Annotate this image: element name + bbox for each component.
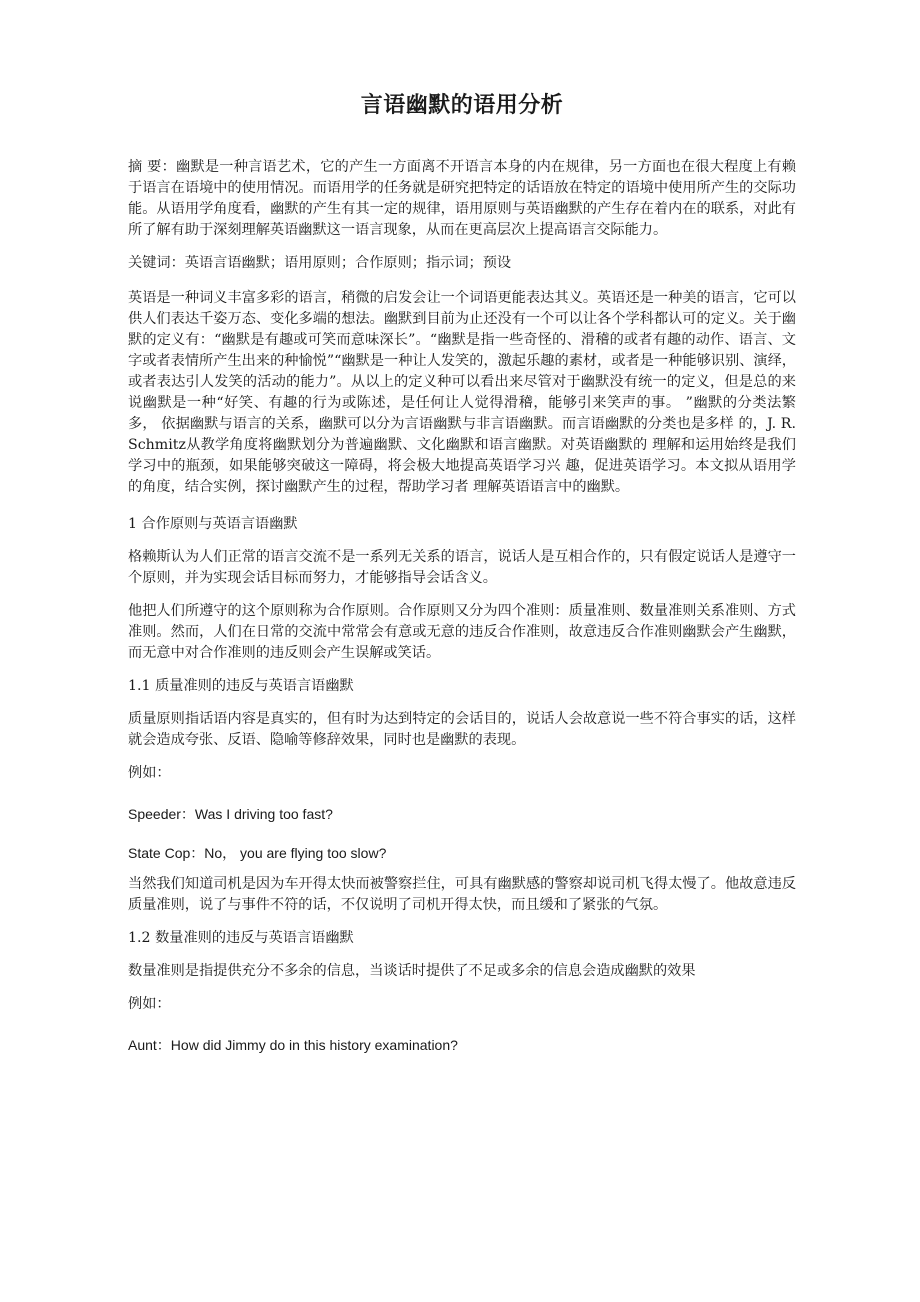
section-1-2-heading: 1.2 数量准则的违反与英语言语幽默	[128, 930, 354, 946]
abstract-paragraph: 摘 要：幽默是一种言语艺术，它的产生一方面离不开语言本身的内在规律，另一方面也在很大程度上有赖于语言在语境中的使用情况。而语用学的任务就是研究把特定的话语放在特定的语境中使用所产生的交际功能。从语用学角度看，幽默的产生有其一定的规律，语用原则与英语幽默的产生存在着内在的联系，对此有所了解有助于深刻理解英语幽默这一语言现象，从而在更高层次上提高语言交际能力。	[128, 159, 796, 238]
section-1-heading: 1 合作原则与英语言语幽默	[128, 516, 298, 532]
example-label: 例如：	[128, 765, 171, 781]
example-dialogue-line: Speeder：Was I driving too fast?	[128, 806, 333, 822]
keywords-line: 关键词：英语言语幽默；语用原则；合作原则；指示词；预设	[128, 255, 512, 271]
example-dialogue-line: State Cop：No， you are flying too slow?	[128, 845, 387, 861]
section-1-1-paragraph-1: 质量原则指话语内容是真实的，但有时为达到特定的会话目的，说话人会故意说一些不符合事实的话，这样就会造成夸张、反语、隐喻等修辞效果，同时也是幽默的表现。	[128, 711, 796, 748]
section-1-paragraph-1: 格赖斯认为人们正常的语言交流不是一系列无关系的语言，说话人是互相合作的，只有假定说话人是遵守一个原则，并为实现会话目标而努力，才能够指导会话含义。	[128, 549, 796, 586]
document-title: 言语幽默的语用分析	[360, 92, 564, 118]
section-1-2-paragraph-1: 数量准则是指提供充分不多余的信息，当谈话时提供了不足或多余的信息会造成幽默的效果	[128, 963, 696, 979]
intro-paragraph: 英语是一种词义丰富多彩的语言，稍微的启发会让一个词语更能表达其义。英语还是一种美的语言，它可以供人们表达千姿万态、变化多端的想法。幽默到目前为止还没有一个可以让各个学科都认可的定义。关于幽默的定义有：“幽默是有趣或可笑而意味深长”。“幽默是指一些奇怪的、滑稽的或者有趣的动作、语言、文字或者表情所产生出来的种愉悦”“幽默是一种让人发笑的，激起乐趣的素材，或者是一种能够识别、演绎，或者表达引人发笑的活动的能力”。从以上的定义种可以看出来尽管对于幽默没有统一的定义，但是总的来说幽默是一种“好笑、有趣的行为或陈述，是任何让人觉得滑稽，能够引来笑声的事。 ”幽默的分类法繁多， 依据幽默与语言的关系，幽默可以分为言语幽默与非言语幽默。而言语幽默的分类也是多样 的，J. R. Schmitz从教学角度将幽默划分为普遍幽默、文化幽默和语言幽默。对英语幽默的 理解和运用始终是我们学习中的瓶颈，如果能够突破这一障碍，将会极大地提高英语学习兴 趣，促进英语学习。本文拟从语用学的角度，结合实例，探讨幽默产生的过程，帮助学习者 理解英语语言中的幽默。	[128, 290, 796, 495]
example-label: 例如：	[128, 996, 171, 1012]
example-dialogue-line: Aunt：How did Jimmy do in this history examination?	[128, 1037, 458, 1053]
section-1-1-heading: 1.1 质量准则的违反与英语言语幽默	[128, 678, 354, 694]
document-page	[128, 88, 796, 1074]
section-1-1-paragraph-2: 当然我们知道司机是因为车开得太快而被警察拦住，可具有幽默感的警察却说司机飞得太慢了。他故意违反质量准则，说了与事件不符的话，不仅说明了司机开得太快，而且缓和了紧张的气氛。	[128, 876, 796, 913]
section-1-paragraph-2: 他把人们所遵守的这个原则称为合作原则。合作原则又分为四个准则：质量准则、数量准则关系准则、方式准则。然而，人们在日常的交流中常常会有意或无意的违反合作准则，故意违反合作准则幽默会产生幽默，而无意中对合作准则的违反则会产生误解或笑话。	[128, 603, 796, 661]
